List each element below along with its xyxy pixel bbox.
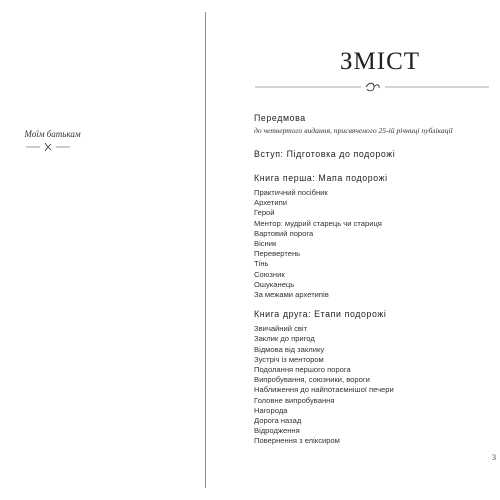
toc-item[interactable]: Повернення з еліксиром [254, 436, 340, 446]
toc-item[interactable]: Вартовий порога [254, 228, 314, 238]
toc-item[interactable]: Зустріч із ментором [254, 354, 324, 364]
toc-item[interactable]: Вісник [254, 239, 277, 249]
toc-heading-intro[interactable]: Вступ: Підготовка до подорожі [254, 149, 396, 159]
toc-item[interactable]: Практичний посібник [254, 188, 328, 197]
toc-item[interactable]: Подолання першого порога [254, 365, 351, 375]
table-of-contents [254, 113, 494, 447]
toc-item[interactable]: Заклик до пригод [254, 334, 315, 344]
toc-item[interactable]: Архетипи [254, 198, 287, 208]
toc-item[interactable]: Герой [254, 208, 275, 218]
toc-item[interactable]: Ошуканець [254, 279, 295, 289]
toc-list-book1 [254, 188, 494, 300]
dedication [0, 124, 105, 142]
page-gutter-line [205, 12, 206, 488]
toc-item[interactable]: Відмова від заклику [254, 344, 325, 354]
toc-item[interactable]: Нагорода [254, 405, 288, 415]
toc-list-book2 [254, 324, 494, 446]
page-number: 3 [492, 453, 496, 462]
fleuron-icon [255, 81, 489, 93]
toc-item[interactable]: Наближення до найпотаємнішої печери [254, 385, 394, 395]
toc-subtitle-preface: до четвертого видання, присвяченого 25-ій річниці публікації [254, 126, 453, 135]
toc-heading-book2[interactable]: Книга друга: Етапи подорожі [254, 309, 387, 320]
toc-item[interactable]: Перевертень [254, 249, 301, 259]
toc-heading-preface[interactable]: Передмова [254, 113, 306, 123]
toc-item[interactable]: За межами архетипів [254, 290, 329, 300]
toc-item[interactable]: Дорога назад [254, 416, 302, 426]
toc-item[interactable]: Ментор: мудрий старець чи стариця [254, 218, 382, 228]
dedication-text: Моїм батькам [24, 129, 81, 139]
page-title: ЗМІСТ [340, 48, 421, 75]
toc-item[interactable]: Головне випробування [254, 395, 335, 405]
fleuron-icon [26, 142, 70, 152]
toc-item[interactable]: Тінь [254, 259, 269, 269]
toc-item[interactable]: Випробування, союзники, вороги [254, 375, 370, 385]
toc-heading-book1[interactable]: Книга перша: Мапа подорожі [254, 173, 388, 183]
toc-item[interactable]: Звичайний світ [254, 324, 308, 334]
toc-item[interactable]: Відродження [254, 426, 300, 436]
toc-item[interactable]: Союзник [254, 269, 285, 279]
